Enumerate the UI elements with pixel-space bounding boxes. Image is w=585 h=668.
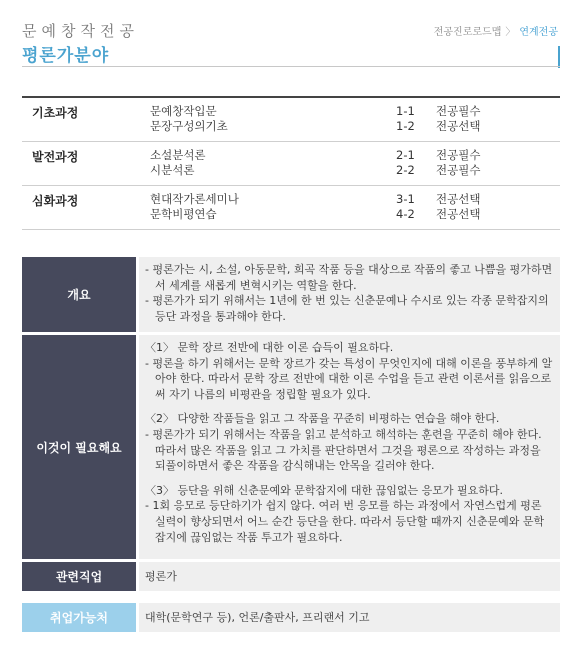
course-code: 3-1 [396, 192, 415, 206]
needs-body: - 1회 응모로 등단하기가 쉽지 않다. 여러 번 응모를 하는 과정에서 자연스럽게 평론 실력이 향상되면서 어느 순간 등단을 한다. 따라서 등단할 때까지 신춘문예와 문학잡지에 끊임없는 작품 투고가 필요하다. [145, 499, 545, 544]
course-type: 전공선택 [436, 192, 481, 206]
needs-heading: 〈1〉 문학 장르 전반에 대한 이론 습득이 필요하다. [145, 341, 394, 354]
page-subtitle: 문예창작전공 [22, 22, 139, 40]
overview-line: - 평론가가 되기 위해서는 1년에 한 번 있는 신춘문예나 수시로 있는 각종 문학잡지의 등단 과정을 통과해야 한다. [145, 294, 549, 323]
overview-label: 개요 [22, 257, 136, 332]
course-name: 문장구성의기초 [150, 119, 228, 133]
course-type: 전공선택 [436, 119, 481, 133]
course-category: 심화과정 [32, 194, 79, 208]
employment-label: 취업가능처 [22, 603, 136, 632]
page-header [22, 20, 560, 66]
employment-row [22, 603, 560, 632]
course-name: 문학비평연습 [150, 207, 217, 221]
header-accent-bar [558, 46, 560, 68]
breadcrumb-link[interactable]: 전공진로로드맵 [433, 27, 502, 38]
course-item [144, 163, 560, 178]
needs-row [22, 335, 560, 559]
course-name: 소설분석론 [150, 148, 206, 162]
course-item [144, 192, 560, 207]
course-type: 전공선택 [436, 207, 481, 221]
needs-body: - 평론을 하기 위해서는 문학 장르가 갖는 특성이 무엇인지에 대해 이론을 풍부하게 알아야 한다. 따라서 문학 장르 전반에 대한 이론 수업을 듣고 관련 이론서를 읽음으로써 자기 나름의 비평관을 정립할 필요가 있다. [145, 356, 553, 401]
related-job-row [22, 562, 560, 591]
needs-body: - 평론가가 되기 위해서는 작품을 읽고 분석하고 해석하는 훈련을 꾸준히 해야 한다. 따라서 많은 작품을 읽고 그 가치를 판단하면서 그것을 평론으로 작성하는 과정을 되풀이하면서 좋은 작품을 감식해내는 안목을 길러야 한다. [145, 427, 542, 473]
course-code: 2-1 [396, 148, 415, 162]
course-item [144, 148, 560, 163]
course-code: 4-2 [396, 207, 415, 221]
course-name: 현대작가론세미나 [150, 192, 239, 206]
course-type: 전공필수 [436, 104, 481, 118]
breadcrumb [434, 23, 558, 38]
course-item [144, 207, 560, 222]
info-table [22, 257, 560, 635]
course-name: 시분석론 [150, 163, 195, 177]
needs-heading: 〈2〉 다양한 작품들을 읽고 그 작품을 꾸준히 비평하는 연습을 해야 한다. [145, 412, 500, 426]
course-type: 전공필수 [436, 148, 481, 162]
overview-row [22, 257, 560, 332]
course-item [144, 104, 560, 119]
course-row [22, 142, 560, 186]
related-job-value: 평론가 [139, 562, 560, 591]
course-code: 2-2 [396, 163, 415, 177]
needs-heading: 〈3〉 등단을 위해 신춘문예와 문학잡지에 대한 끊임없는 응모가 필요하다. [145, 483, 503, 497]
page-title: 평론가분야 [22, 46, 110, 66]
needs-label: 이것이 필요해요 [22, 335, 136, 559]
course-name: 문예창작입문 [150, 104, 217, 118]
overview-line: - 평론가는 시, 소설, 아동문학, 희곡 작품 등을 대상으로 작품의 좋고 나쁨을 평가하면서 세계를 새롭게 변혁시키는 역할을 한다. [145, 263, 553, 292]
breadcrumb-separator: 〉 [505, 27, 516, 38]
course-category: 발전과정 [32, 150, 79, 164]
course-row [22, 186, 560, 230]
course-code: 1-1 [396, 104, 415, 118]
employment-value: 대학(문학연구 등), 언론/출판사, 프리랜서 기고 [139, 603, 560, 632]
course-item [144, 119, 560, 134]
course-code: 1-2 [396, 119, 415, 133]
header-divider [22, 66, 560, 67]
course-table [22, 96, 560, 230]
needs-content [139, 335, 560, 559]
course-type: 전공필수 [436, 163, 481, 177]
related-job-label: 관련직업 [22, 562, 136, 591]
course-row [22, 98, 560, 142]
overview-content [139, 257, 560, 332]
course-category: 기초과정 [32, 106, 79, 120]
breadcrumb-current[interactable]: 연계전공 [519, 27, 558, 38]
